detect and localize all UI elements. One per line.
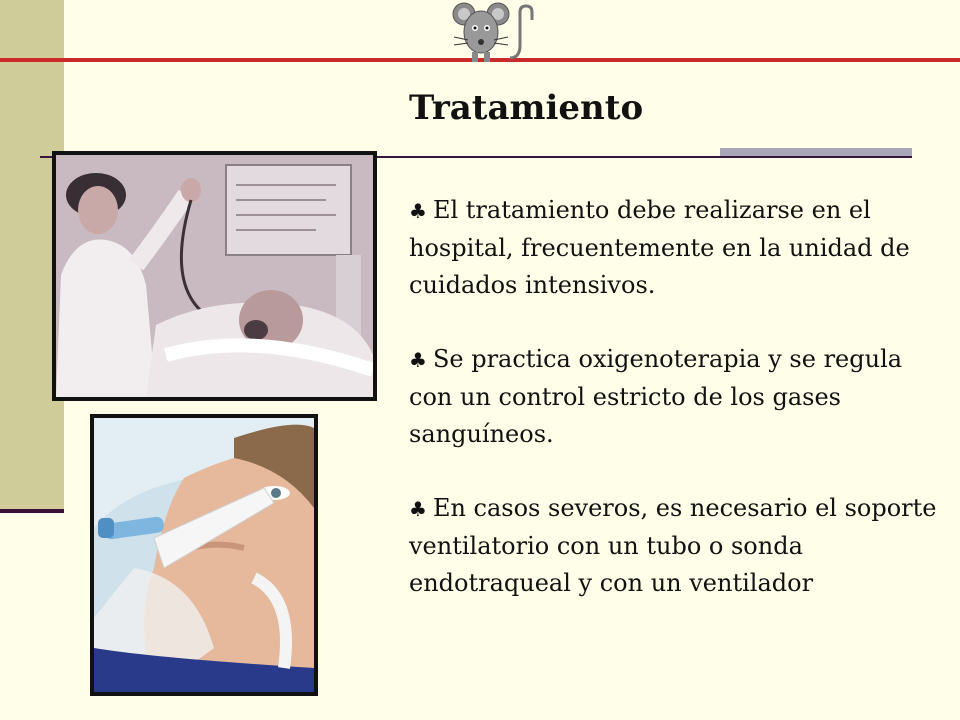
bullet-item <box>409 490 949 602</box>
club-bullet-icon: ♣ <box>409 348 427 372</box>
mouse-icon <box>440 0 540 70</box>
bullet-text: El tratamiento debe realizarse en el hospital, frecuentemente en la unidad de cuidados intensivos. <box>409 196 910 299</box>
bullet-text: En casos severos, es necesario el soporte ventilatorio con un tubo o sonda endotraqueal y con un ventilador <box>409 494 937 597</box>
nurse-oxygen-photo <box>52 151 377 401</box>
sidebar-bottom-line <box>0 509 64 513</box>
slide-title: Tratamiento <box>409 88 644 128</box>
bullet-list <box>409 192 949 639</box>
club-bullet-icon: ♣ <box>409 199 427 223</box>
bullet-item <box>409 341 949 453</box>
patient-endotracheal-tube-photo <box>90 414 318 696</box>
title-accent-rule <box>720 148 912 156</box>
club-bullet-icon: ♣ <box>409 497 427 521</box>
bullet-item <box>409 192 949 304</box>
bullet-text: Se practica oxigenoterapia y se regula con un control estricto de los gases sanguíneos. <box>409 345 903 448</box>
